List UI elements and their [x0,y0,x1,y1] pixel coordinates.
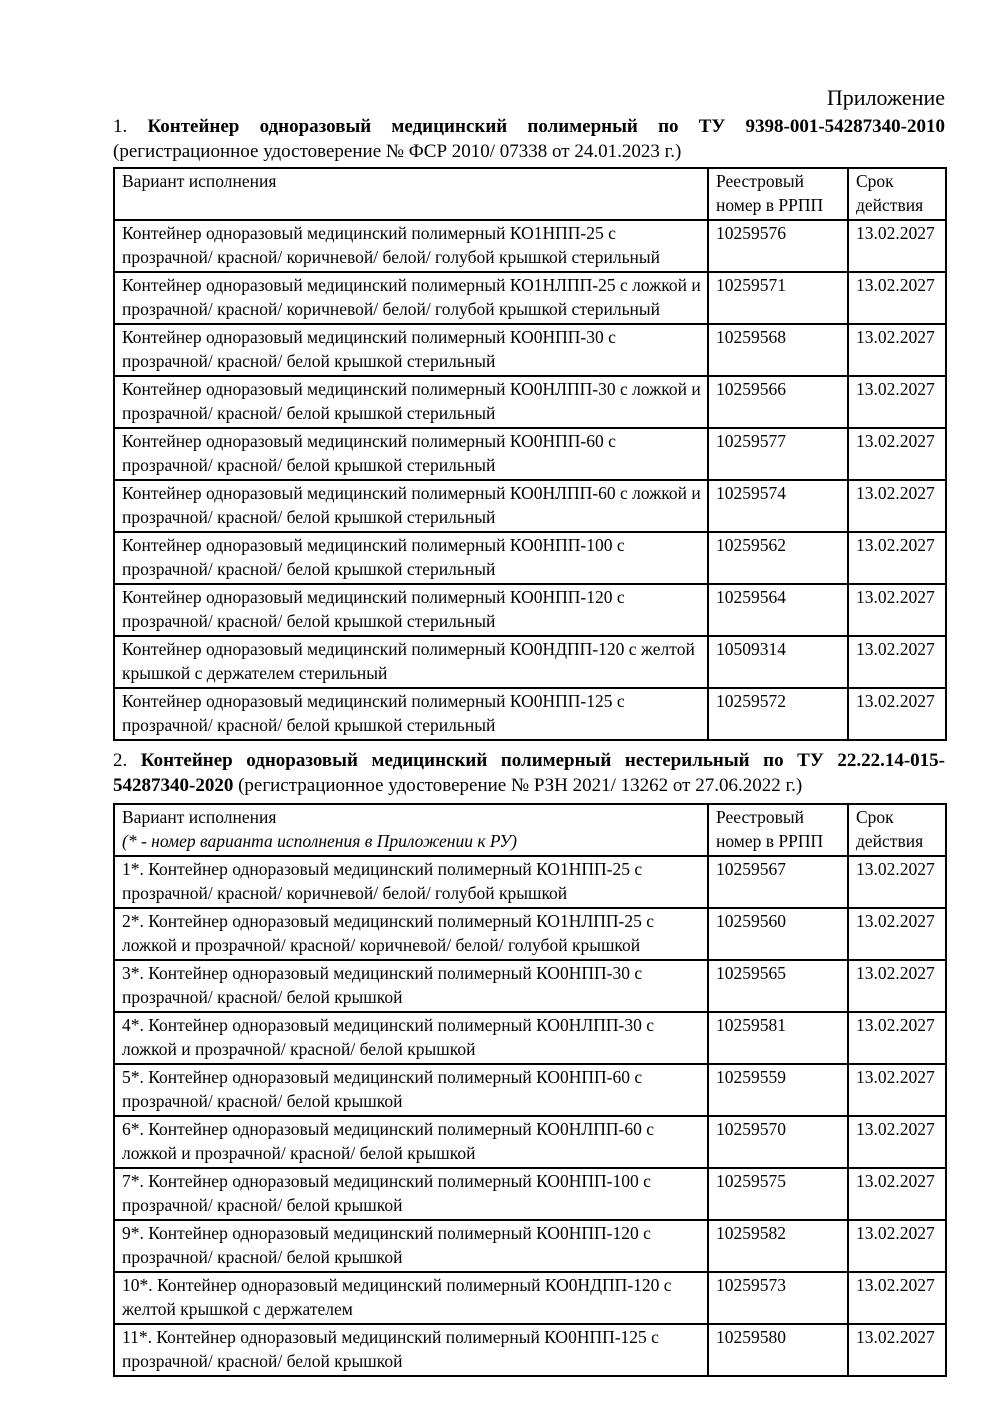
variant-cell: Контейнер одноразовый медицинский полимерный КО0НПП-120 с прозрачной/ красной/ белой крышкой стерильный [114,584,708,636]
validity-cell: 13.02.2027 [848,220,946,272]
variant-cell: Контейнер одноразовый медицинский полимерный КО0НЛПП-30 с ложкой и прозрачной/ красной/ белой крышкой стерильный [114,376,708,428]
section-2-heading [113,748,945,798]
reg-number-cell: 10259567 [708,856,848,908]
table-row [114,856,946,908]
variant-cell: 6*. Контейнер одноразовый медицинский полимерный КО0НЛПП-60 с ложкой и прозрачной/ красной/ белой крышкой [114,1116,708,1168]
table-row [114,480,946,532]
variant-cell: Контейнер одноразовый медицинский полимерный КО0НДПП-120 с желтой крышкой с держателем стерильный [114,636,708,688]
reg-number-cell: 10259580 [708,1324,848,1376]
registry-table-2 [113,803,947,1377]
validity-cell: 13.02.2027 [848,960,946,1012]
reg-number-cell: 10259571 [708,272,848,324]
reg-number-cell: 10259566 [708,376,848,428]
section-1-heading [113,114,945,164]
validity-cell: 13.02.2027 [848,272,946,324]
validity-cell: 13.02.2027 [848,1272,946,1324]
reg-number-cell: 10259572 [708,688,848,740]
reg-number-cell: 10259564 [708,584,848,636]
table-row [114,1168,946,1220]
variant-cell: 7*. Контейнер одноразовый медицинский полимерный КО0НПП-100 с прозрачной/ красной/ белой крышкой [114,1168,708,1220]
variant-cell: 5*. Контейнер одноразовый медицинский полимерный КО0НПП-60 с прозрачной/ красной/ белой крышкой [114,1064,708,1116]
reg-number-cell: 10259576 [708,220,848,272]
validity-cell: 13.02.2027 [848,636,946,688]
reg-number-cell: 10259581 [708,1012,848,1064]
table-row [114,376,946,428]
table-row [114,220,946,272]
table-row [114,960,946,1012]
table-row [114,272,946,324]
section-2-number: 2. [113,750,128,771]
section-1-reg-note: (регистрационное удостоверение № ФСР 2010/ 07338 от 24.01.2023 г.) [113,141,682,162]
variant-cell: 1*. Контейнер одноразовый медицинский полимерный КО1НПП-25 с прозрачной/ красной/ коричневой/ белой/ голубой крышкой [114,856,708,908]
reg-number-cell: 10259562 [708,532,848,584]
column-header-validity: Срок действия [848,804,946,856]
table-row [114,1324,946,1376]
table-2-header-row [114,804,946,856]
table-row [114,1116,946,1168]
validity-cell: 13.02.2027 [848,1168,946,1220]
validity-cell: 13.02.2027 [848,480,946,532]
column-header-variant: Вариант исполнения (* - номер варианта исполнения в Приложении к РУ) [114,804,708,856]
validity-cell: 13.02.2027 [848,532,946,584]
reg-number-cell: 10259568 [708,324,848,376]
section-2-title: Контейнер одноразовый медицинский полимерный нестерильный по ТУ 22.22.14-015-54287340-2020 [113,750,945,796]
validity-cell: 13.02.2027 [848,856,946,908]
reg-number-cell: 10259582 [708,1220,848,1272]
validity-cell: 13.02.2027 [848,908,946,960]
reg-number-cell: 10259575 [708,1168,848,1220]
reg-number-cell: 10259574 [708,480,848,532]
column-header-reg-number: Реестровый номер в РРПП [708,804,848,856]
variant-cell: Контейнер одноразовый медицинский полимерный КО0НПП-125 с прозрачной/ красной/ белой крышкой стерильный [114,688,708,740]
table-row [114,1064,946,1116]
table-row [114,428,946,480]
variant-cell: Контейнер одноразовый медицинский полимерный КО0НЛПП-60 с ложкой и прозрачной/ красной/ белой крышкой стерильный [114,480,708,532]
variant-cell: Контейнер одноразовый медицинский полимерный КО0НПП-30 с прозрачной/ красной/ белой крышкой стерильный [114,324,708,376]
variant-cell: Контейнер одноразовый медицинский полимерный КО0НПП-60 с прозрачной/ красной/ белой крышкой стерильный [114,428,708,480]
reg-number-cell: 10509314 [708,636,848,688]
variant-cell: 4*. Контейнер одноразовый медицинский полимерный КО0НЛПП-30 с ложкой и прозрачной/ красной/ белой крышкой [114,1012,708,1064]
reg-number-cell: 10259560 [708,908,848,960]
validity-cell: 13.02.2027 [848,428,946,480]
validity-cell: 13.02.2027 [848,688,946,740]
variant-footnote: (* - номер варианта исполнения в Приложении к РУ) [122,830,517,851]
validity-cell: 13.02.2027 [848,584,946,636]
registry-table-1 [113,167,947,741]
column-header-validity: Срок действия [848,168,946,220]
variant-cell: Контейнер одноразовый медицинский полимерный КО1НЛПП-25 с ложкой и прозрачной/ красной/ коричневой/ белой/ голубой крышкой стерильный [114,272,708,324]
table-row [114,908,946,960]
validity-cell: 13.02.2027 [848,1220,946,1272]
validity-cell: 13.02.2027 [848,324,946,376]
table-row [114,636,946,688]
validity-cell: 13.02.2027 [848,1064,946,1116]
column-header-variant: Вариант исполнения [114,168,708,220]
table-row [114,1220,946,1272]
table-row [114,1012,946,1064]
validity-cell: 13.02.2027 [848,1324,946,1376]
variant-cell: 2*. Контейнер одноразовый медицинский полимерный КО1НЛПП-25 с ложкой и прозрачной/ красной/ коричневой/ белой/ голубой крышкой [114,908,708,960]
reg-number-cell: 10259559 [708,1064,848,1116]
section-1-number: 1. [113,116,128,137]
variant-cell: Контейнер одноразовый медицинский полимерный КО0НПП-100 с прозрачной/ красной/ белой крышкой стерильный [114,532,708,584]
reg-number-cell: 10259565 [708,960,848,1012]
column-header-reg-number: Реестровый номер в РРПП [708,168,848,220]
validity-cell: 13.02.2027 [848,1116,946,1168]
variant-cell: 10*. Контейнер одноразовый медицинский полимерный КО0НДПП-120 с желтой крышкой с держателем [114,1272,708,1324]
table-row [114,532,946,584]
table-row [114,584,946,636]
table-row [114,688,946,740]
variant-cell: 11*. Контейнер одноразовый медицинский полимерный КО0НПП-125 с прозрачной/ красной/ белой крышкой [114,1324,708,1376]
table-row [114,324,946,376]
table-row [114,1272,946,1324]
variant-cell: 9*. Контейнер одноразовый медицинский полимерный КО0НПП-120 с прозрачной/ красной/ белой крышкой [114,1220,708,1272]
table-1-header-row [114,168,946,220]
reg-number-cell: 10259577 [708,428,848,480]
reg-number-cell: 10259570 [708,1116,848,1168]
validity-cell: 13.02.2027 [848,1012,946,1064]
variant-cell: Контейнер одноразовый медицинский полимерный КО1НПП-25 с прозрачной/ красной/ коричневой/ белой/ голубой крышкой стерильный [114,220,708,272]
reg-number-cell: 10259573 [708,1272,848,1324]
validity-cell: 13.02.2027 [848,376,946,428]
section-2-reg-note: (регистрационное удостоверение № РЗН 2021/ 13262 от 27.06.2022 г.) [238,775,803,796]
variant-cell: 3*. Контейнер одноразовый медицинский полимерный КО0НПП-30 с прозрачной/ красной/ белой крышкой [114,960,708,1012]
section-1-title: Контейнер одноразовый медицинский полимерный по ТУ 9398-001-54287340-2010 [147,116,945,137]
appendix-label: Приложение [826,85,945,110]
